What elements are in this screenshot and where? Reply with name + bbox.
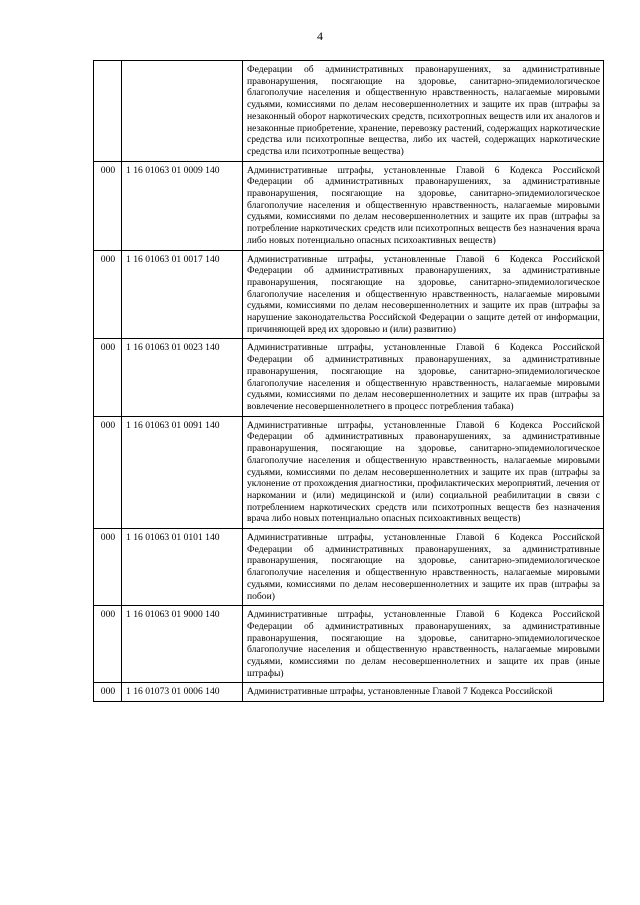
budget-code-cell: 1 16 01063 01 0023 140 [122, 339, 243, 416]
table-row [94, 529, 604, 606]
table-row [94, 416, 604, 528]
budget-code-cell: 1 16 01063 01 0009 140 [122, 161, 243, 250]
table-row [94, 606, 604, 683]
table-row [94, 61, 604, 162]
budget-code-cell: 1 16 01063 01 0017 140 [122, 250, 243, 339]
description-cell: Административные штрафы, установленные Главой 6 Кодекса Российской Федерации об административных правонарушениях, за административные правонарушения, посягающие на здоровье, санитарно-эпидемиологическое благополучие населения и общественную нравственность, налагаемые мировыми судьями, комиссиями по делам несовершеннолетних и защите их прав (штрафы за вовлечение несовершеннолетнего в процесс потребления табака) [243, 339, 604, 416]
admin-code-cell: 000 [94, 250, 122, 339]
description-cell: Административные штрафы, установленные Главой 6 Кодекса Российской Федерации об административных правонарушениях, за административные правонарушения, посягающие на здоровье, санитарно-эпидемиологическое благополучие населения и общественную нравственность, налагаемые мировыми судьями, комиссиями по делам несовершеннолетних и защите их прав (штрафы за потребление наркотических средств или психотропных веществ без назначения врача либо новых потенциально опасных психоактивных веществ) [243, 161, 604, 250]
table-row [94, 161, 604, 250]
description-cell: Федерации об административных правонарушениях, за административные правонарушения, посягающие на здоровье, санитарно-эпидемиологическое благополучие населения и общественную нравственность, налагаемые мировыми судьями, комиссиями по делам несовершеннолетних и защите их прав (штрафы за незаконный оборот наркотических средств, психотропных веществ или их аналогов и незаконные приобретение, хранение, перевозку растений, содержащих наркотические средства или психотропные вещества, либо их частей, содержащих наркотические средства или психотропные вещества) [243, 61, 604, 162]
page-number: 4 [317, 29, 323, 43]
budget-code-cell: 1 16 01063 01 0101 140 [122, 529, 243, 606]
admin-code-cell: 000 [94, 161, 122, 250]
budget-code-cell [122, 61, 243, 162]
description-cell: Административные штрафы, установленные Главой 6 Кодекса Российской Федерации об административных правонарушениях, за административные правонарушения, посягающие на здоровье, санитарно-эпидемиологическое благополучие населения и общественную нравственность, налагаемые мировыми судьями, комиссиями по делам несовершеннолетних и защите их прав (штрафы за нарушение законодательства Российской Федерации о защите детей от информации, причиняющей вред их здоровью и (или) развитию) [243, 250, 604, 339]
admin-code-cell: 000 [94, 339, 122, 416]
admin-code-cell: 000 [94, 529, 122, 606]
description-cell: Административные штрафы, установленные Главой 7 Кодекса Российской [243, 683, 604, 702]
description-cell: Административные штрафы, установленные Главой 6 Кодекса Российской Федерации об административных правонарушениях, за административные правонарушения, посягающие на здоровье, санитарно-эпидемиологическое благополучие населения и общественную нравственность, налагаемые мировыми судьями, комиссиями по делам несовершеннолетних и защите их прав (иные штрафы) [243, 606, 604, 683]
admin-code-cell [94, 61, 122, 162]
admin-code-cell: 000 [94, 606, 122, 683]
budget-code-cell: 1 16 01063 01 0091 140 [122, 416, 243, 528]
table-row [94, 250, 604, 339]
table-row [94, 683, 604, 702]
description-cell: Административные штрафы, установленные Главой 6 Кодекса Российской Федерации об административных правонарушениях, за административные правонарушения, посягающие на здоровье, санитарно-эпидемиологическое благополучие населения и общественную нравственность, налагаемые мировыми судьями, комиссиями по делам несовершеннолетних и защите их прав (штрафы за уклонение от прохождения диагностики, профилактических мероприятий, лечения от наркомании и (или) медицинской и (или) социальной реабилитации в связи с потреблением наркотических средств или психотропных веществ без назначения врача либо новых потенциально опасных психоактивных веществ) [243, 416, 604, 528]
description-cell: Административные штрафы, установленные Главой 6 Кодекса Российской Федерации об административных правонарушениях, за административные правонарушения, посягающие на здоровье, санитарно-эпидемиологическое благополучие населения и общественную нравственность, налагаемые мировыми судьями, комиссиями по делам несовершеннолетних и защите их прав (штрафы за побои) [243, 529, 604, 606]
budget-classification-table [93, 60, 604, 702]
budget-code-cell: 1 16 01073 01 0006 140 [122, 683, 243, 702]
table-row [94, 339, 604, 416]
admin-code-cell: 000 [94, 416, 122, 528]
budget-code-cell: 1 16 01063 01 9000 140 [122, 606, 243, 683]
admin-code-cell: 000 [94, 683, 122, 702]
